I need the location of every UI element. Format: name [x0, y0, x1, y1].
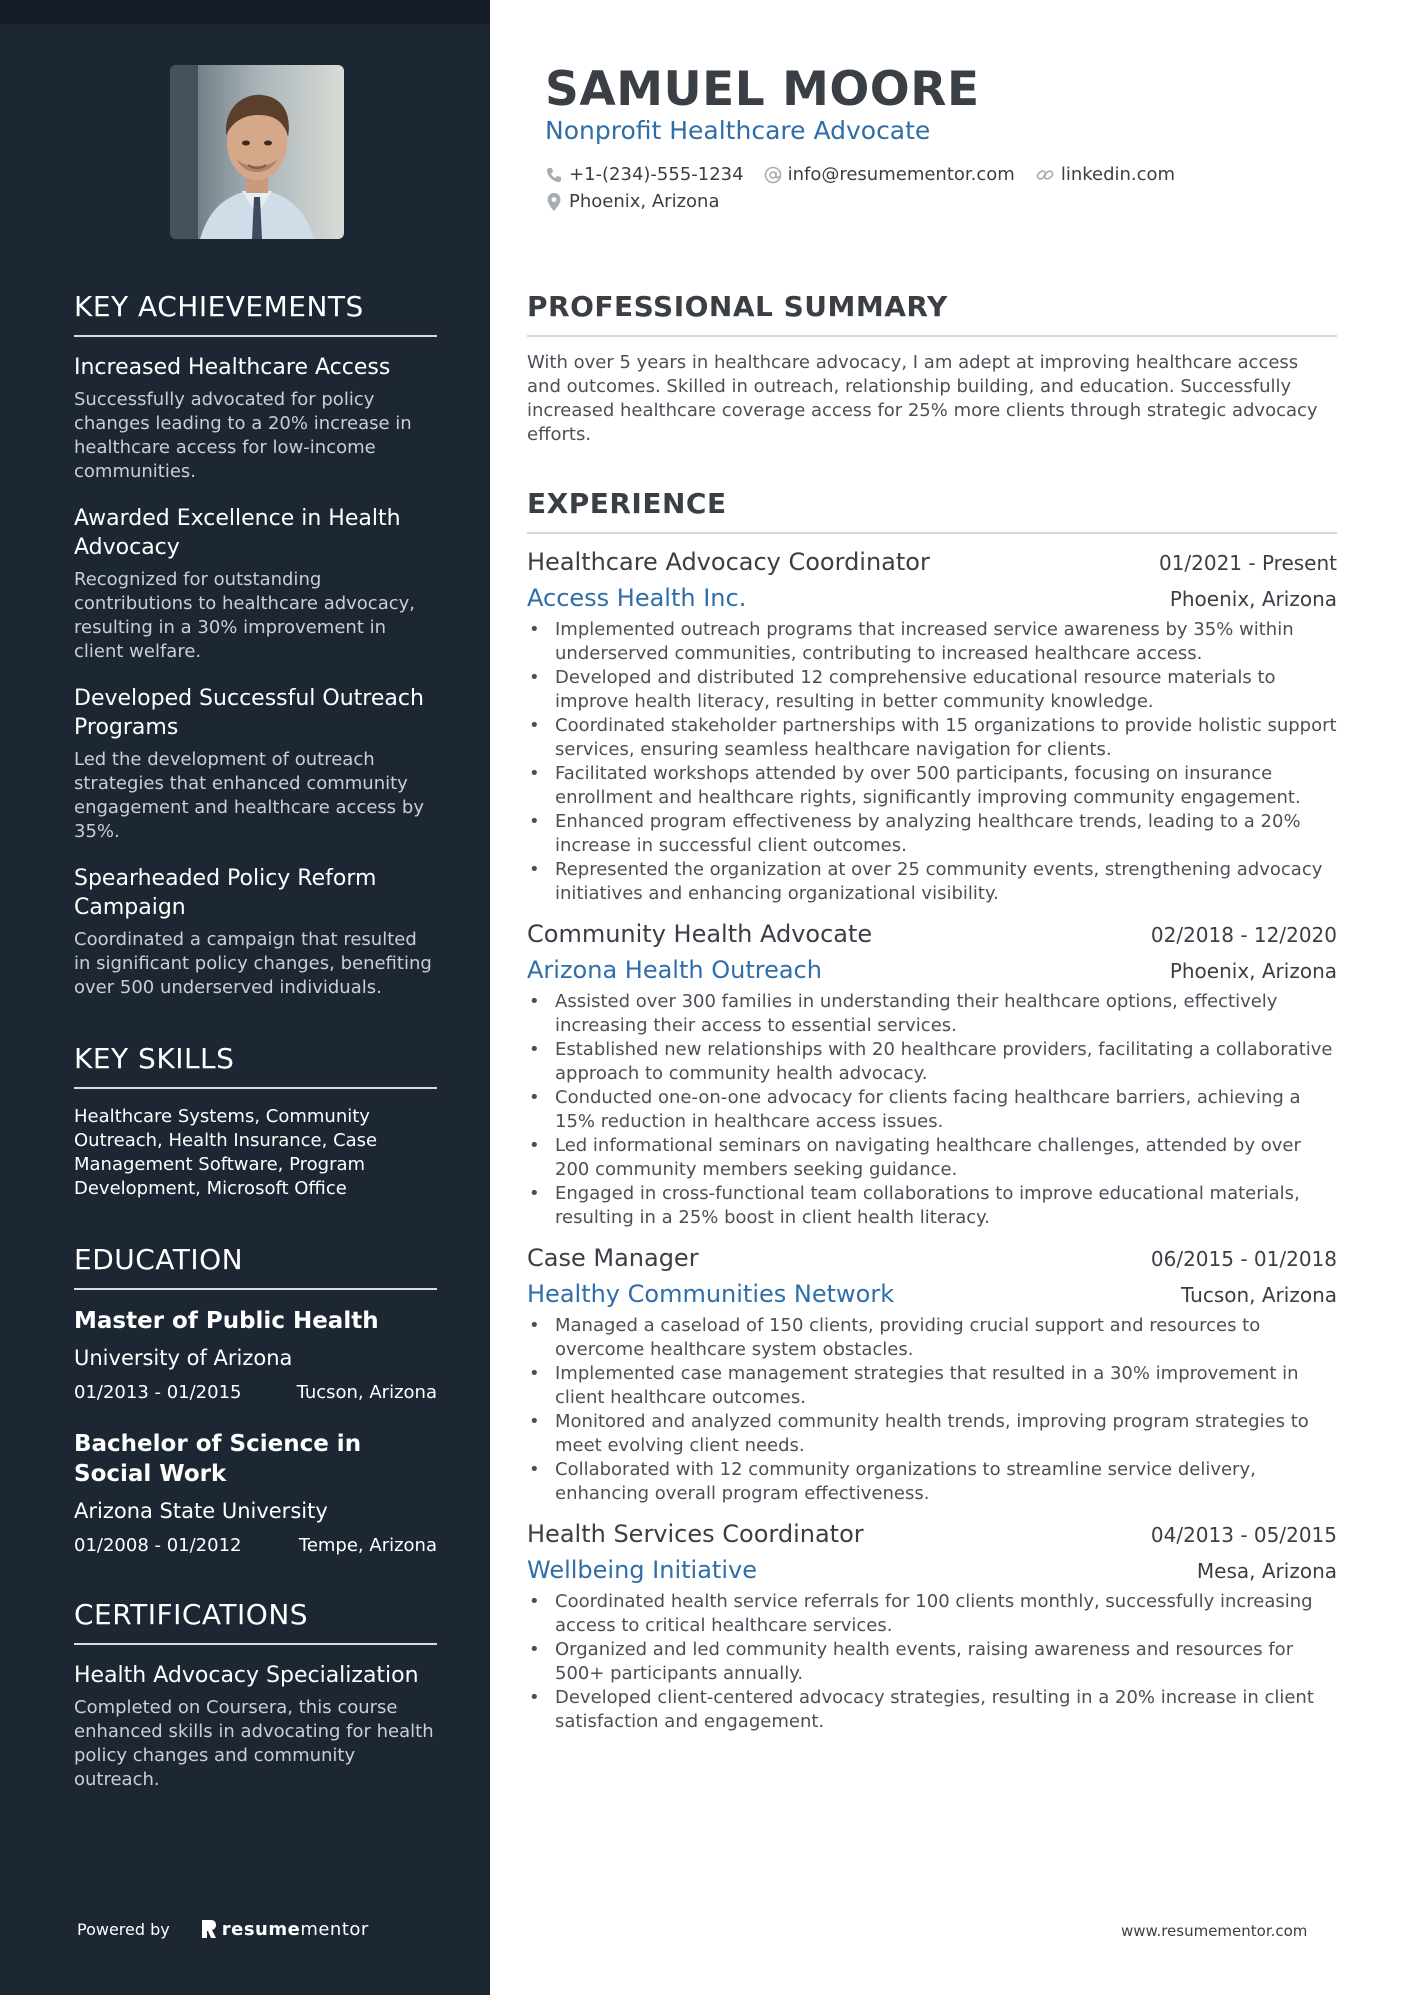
job-location: Phoenix, Arizona: [1169, 959, 1337, 983]
phone-text: +1-(234)-555-1234: [569, 164, 744, 185]
education-meta: [74, 1535, 437, 1556]
powered-by-label: Powered by: [77, 1919, 170, 1939]
achievement-description: Recognized for outstanding contributions to healthcare advocacy, resulting in a 30% improvement in client welfare.: [74, 569, 416, 662]
sidebar-top-bar: [0, 0, 490, 24]
job-bullets: [527, 1590, 1337, 1734]
job-entry: [527, 548, 1337, 906]
job-company: Healthy Communities Network: [527, 1280, 895, 1308]
email-contact[interactable]: [764, 164, 1015, 185]
education-heading: EDUCATION: [74, 1243, 437, 1290]
job-entry: [527, 1244, 1337, 1506]
key-skills-heading: KEY SKILLS: [74, 1042, 437, 1089]
education-school: Arizona State University: [74, 1499, 328, 1523]
job-bullet: • Established new relationships with 20 healthcare providers, facilitating a collaborative approach to community health advocacy.: [527, 1038, 1337, 1086]
footer-website-link[interactable]: www.resumementor.com: [1121, 1922, 1308, 1940]
job-bullets: [527, 1314, 1337, 1506]
job-location: Tucson, Arizona: [1180, 1283, 1337, 1307]
achievement-title: Spearheaded Policy Reform Campaign: [74, 866, 377, 920]
job-bullet: • Collaborated with 12 community organizations to streamline service delivery, enhancing overall program effectiveness.: [527, 1458, 1337, 1506]
candidate-name: SAMUEL MOORE: [545, 62, 980, 117]
contact-row: [545, 164, 1195, 185]
education-school: University of Arizona: [74, 1346, 293, 1370]
job-bullet: • Represented the organization at over 25 community events, strengthening advocacy initiatives and enhancing organizational visibility.: [527, 858, 1337, 906]
job-bullet: • Facilitated workshops attended by over 500 participants, focusing on insurance enrollment and healthcare rights, significantly improving community engagement.: [527, 762, 1337, 810]
job-bullets: [527, 990, 1337, 1230]
linkedin-text: linkedin.com: [1060, 164, 1176, 185]
achievement-item: [74, 504, 437, 664]
education-dates: 01/2008 - 01/2012: [74, 1535, 242, 1556]
job-bullet: • Developed and distributed 12 comprehensive educational resource materials to improve health literacy, resulting in better community knowledge.: [527, 666, 1337, 714]
brand-logo[interactable]: [200, 1918, 369, 1940]
candidate-role: Nonprofit Healthcare Advocate: [545, 116, 931, 145]
education-meta: [74, 1382, 437, 1403]
achievement-title: Developed Successful Outreach Programs: [74, 686, 424, 740]
education-item: [74, 1306, 437, 1403]
job-bullet: • Conducted one-on-one advocacy for clients facing healthcare barriers, achieving a 15% reduction in healthcare access issues.: [527, 1086, 1337, 1134]
education-location: Tucson, Arizona: [296, 1382, 437, 1403]
job-title: Healthcare Advocacy Coordinator: [527, 548, 930, 576]
job-bullet: • Led informational seminars on navigating healthcare challenges, attended by over 200 community members seeking guidance.: [527, 1134, 1337, 1182]
achievement-title: Increased Healthcare Access: [74, 355, 391, 380]
job-bullet: • Monitored and analyzed community health trends, improving program strategies to meet evolving client needs.: [527, 1410, 1337, 1458]
education-dates: 01/2013 - 01/2015: [74, 1382, 242, 1403]
education-location: Tempe, Arizona: [298, 1535, 437, 1556]
phone-icon: [545, 166, 563, 184]
brand-name-light: mentor: [300, 1918, 369, 1940]
map-pin-icon: [545, 192, 563, 212]
link-icon: [1035, 166, 1055, 184]
key-achievements-heading: KEY ACHIEVEMENTS: [74, 290, 437, 337]
job-bullet: • Organized and led community health events, raising awareness and resources for 500+ participants annually.: [527, 1638, 1337, 1686]
education-degree: Master of Public Health: [74, 1308, 379, 1334]
achievement-item: [74, 353, 437, 484]
job-bullet: • Implemented outreach programs that increased service awareness by 35% within underserved communities, contributing to increased healthcare access.: [527, 618, 1337, 666]
achievement-title: Awarded Excellence in Health Advocacy: [74, 506, 401, 560]
at-icon: [764, 166, 782, 184]
location-row: [545, 191, 739, 212]
job-bullet: • Coordinated stakeholder partnerships with 15 organizations to provide holistic support services, ensuring seamless healthcare navigation for clients.: [527, 714, 1337, 762]
achievement-item: [74, 864, 437, 1000]
powered-by: [77, 1918, 369, 1940]
education-degree: Bachelor of Science in Social Work: [74, 1431, 362, 1487]
job-bullet: • Enhanced program effectiveness by analyzing healthcare trends, leading to a 20% increase in successful client outcomes.: [527, 810, 1337, 858]
achievement-description: Coordinated a campaign that resulted in significant policy changes, benefiting over 500 underserved individuals.: [74, 929, 432, 998]
experience-heading: EXPERIENCE: [527, 487, 1337, 534]
job-title: Case Manager: [527, 1244, 699, 1272]
job-location: Mesa, Arizona: [1196, 1559, 1337, 1583]
job-bullet: • Engaged in cross-functional team collaborations to improve educational materials, resulting in a 25% boost in client health literacy.: [527, 1182, 1337, 1230]
professional-summary-heading: PROFESSIONAL SUMMARY: [527, 290, 1337, 337]
brand-name-bold: resume: [221, 1918, 301, 1940]
brand-logo-icon: [200, 1918, 218, 1940]
job-location: Phoenix, Arizona: [1169, 587, 1337, 611]
professional-summary-section: [527, 290, 1337, 447]
job-title: Community Health Advocate: [527, 920, 873, 948]
sidebar-content: [74, 290, 437, 1792]
job-entry: [527, 920, 1337, 1230]
job-company: Wellbeing Initiative: [527, 1556, 757, 1584]
certifications-heading: CERTIFICATIONS: [74, 1598, 437, 1645]
job-dates: 04/2013 - 05/2015: [1150, 1523, 1337, 1547]
job-bullet: • Managed a caseload of 150 clients, providing crucial support and resources to overcome healthcare system obstacles.: [527, 1314, 1337, 1362]
location-contact: [545, 191, 719, 212]
job-dates: 02/2018 - 12/2020: [1150, 923, 1337, 947]
job-bullet: • Assisted over 300 families in understanding their healthcare options, effectively increasing their access to essential services.: [527, 990, 1337, 1038]
experience-section: [527, 487, 1337, 1748]
job-bullet: • Implemented case management strategies that resulted in a 30% improvement in client healthcare outcomes.: [527, 1362, 1337, 1410]
certification-description: Completed on Coursera, this course enhanced skills in advocating for health policy changes and community outreach.: [74, 1697, 434, 1790]
achievement-description: Led the development of outreach strategies that enhanced community engagement and healthcare access by 35%.: [74, 749, 424, 842]
job-title: Health Services Coordinator: [527, 1520, 864, 1548]
job-bullets: [527, 618, 1337, 906]
job-bullet: • Coordinated health service referrals for 100 clients monthly, successfully increasing access to critical healthcare services.: [527, 1590, 1337, 1638]
sidebar: [0, 0, 490, 1995]
job-entry: [527, 1520, 1337, 1734]
phone-contact[interactable]: [545, 164, 744, 185]
job-dates: 06/2015 - 01/2018: [1150, 1247, 1337, 1271]
education-item: [74, 1429, 437, 1556]
certification-item: [74, 1661, 437, 1792]
email-text: info@resumementor.com: [787, 164, 1015, 185]
achievement-description: Successfully advocated for policy changes leading to a 20% increase in healthcare access for low-income communities.: [74, 389, 412, 482]
profile-photo: [170, 65, 344, 239]
skills-list: Healthcare Systems, Community Outreach, Health Insurance, Case Management Software, Program Development, Microsoft Office: [74, 1106, 378, 1199]
professional-summary-text: With over 5 years in healthcare advocacy, I am adept at improving healthcare access and outcomes. Skilled in outreach, relationship building, and education. Successfully increased healthcare coverage access for 25% more clients through strategic advocacy efforts.: [527, 352, 1318, 445]
job-company: Arizona Health Outreach: [527, 956, 822, 984]
job-dates: 01/2021 - Present: [1158, 551, 1337, 575]
achievement-item: [74, 684, 437, 844]
job-company: Access Health Inc.: [527, 584, 747, 612]
location-text: Phoenix, Arizona: [569, 191, 720, 212]
certification-title: Health Advocacy Specialization: [74, 1663, 419, 1688]
job-bullet: • Developed client-centered advocacy strategies, resulting in a 20% increase in client satisfaction and engagement.: [527, 1686, 1337, 1734]
linkedin-contact[interactable]: [1035, 164, 1175, 185]
